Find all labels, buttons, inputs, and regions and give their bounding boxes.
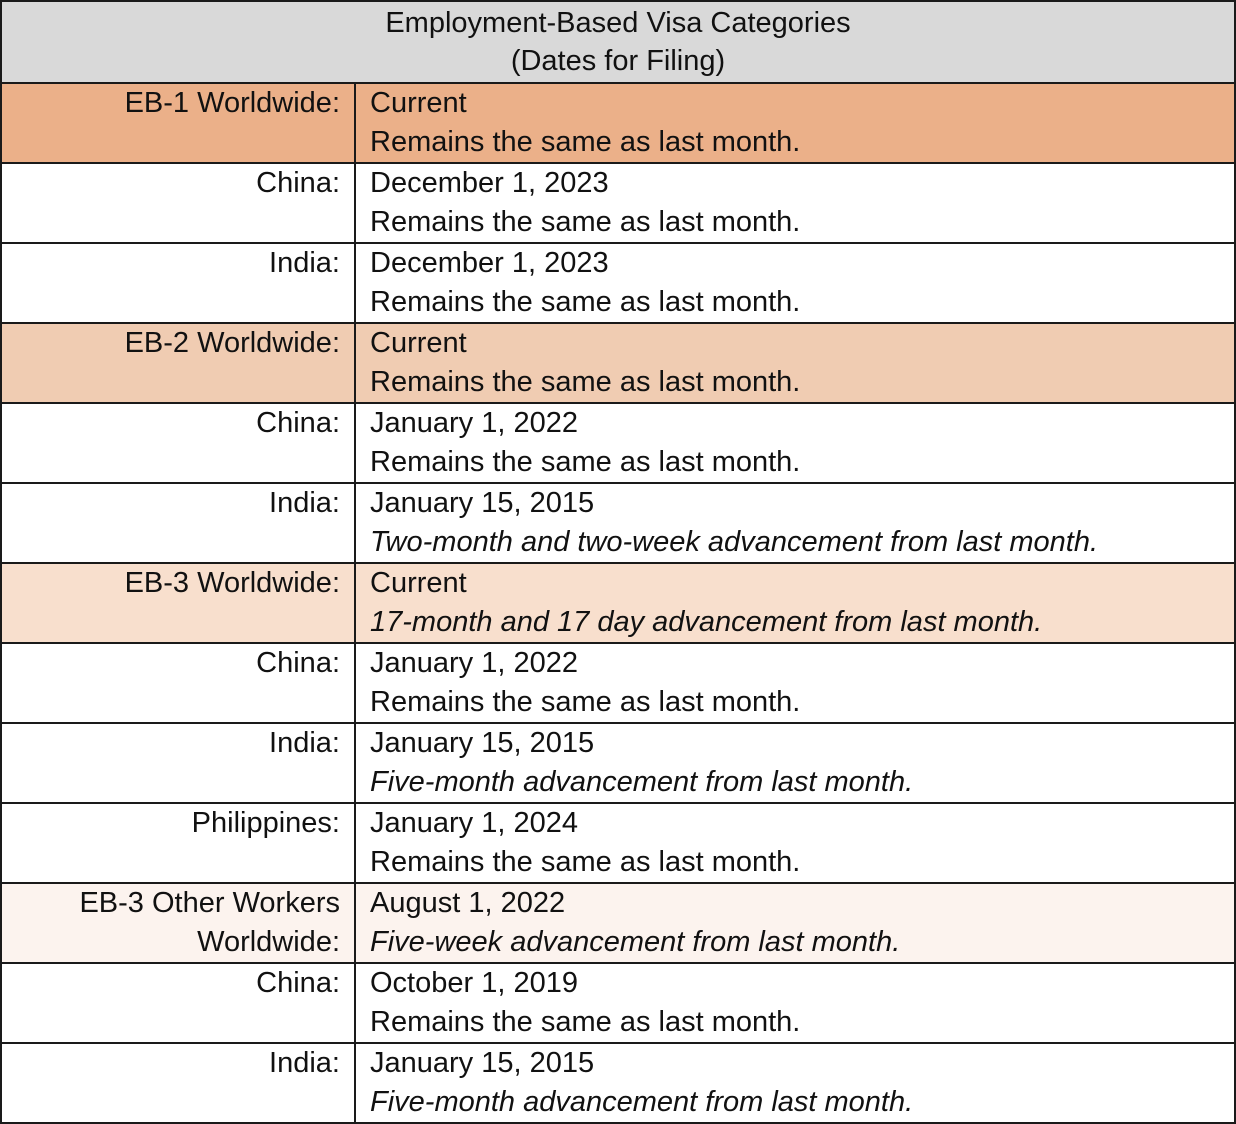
table-row (1, 883, 1235, 963)
change-note: Remains the same as last month. (370, 846, 801, 878)
filing-date: August 1, 2022 (370, 887, 566, 919)
filing-date: January 1, 2024 (370, 807, 578, 839)
category-label: China: (1, 163, 355, 243)
category-value (355, 83, 1235, 163)
filing-date: Current (370, 87, 467, 119)
category-value (355, 883, 1235, 963)
table-row (1, 563, 1235, 643)
table-header (1, 1, 1235, 83)
table-row (1, 323, 1235, 403)
category-label: China: (1, 963, 355, 1043)
category-label: EB-3 Worldwide: (1, 563, 355, 643)
filing-date: January 1, 2022 (370, 647, 578, 679)
category-label: EB-3 Other Workers Worldwide: (1, 883, 355, 963)
category-value (355, 483, 1235, 563)
category-value (355, 723, 1235, 803)
filing-date: January 1, 2022 (370, 407, 578, 439)
category-label: EB-1 Worldwide: (1, 83, 355, 163)
table-row (1, 163, 1235, 243)
category-value (355, 643, 1235, 723)
table-row (1, 243, 1235, 323)
table-subtitle: (Dates for Filing) (510, 45, 726, 77)
category-value (355, 803, 1235, 883)
filing-date: December 1, 2023 (370, 167, 609, 199)
change-note: 17-month and 17 day advancement from last month. (370, 606, 1043, 638)
category-label: China: (1, 403, 355, 483)
change-note: Five-month advancement from last month. (370, 1086, 914, 1118)
category-label: India: (1, 723, 355, 803)
category-label: India: (1, 483, 355, 563)
change-note: Remains the same as last month. (370, 126, 801, 158)
table-row (1, 403, 1235, 483)
change-note: Remains the same as last month. (370, 446, 801, 478)
category-value (355, 163, 1235, 243)
category-label: EB-2 Worldwide: (1, 323, 355, 403)
table-row (1, 963, 1235, 1043)
table-row (1, 83, 1235, 163)
table-title: Employment-Based Visa Categories (385, 7, 851, 39)
table-row (1, 1043, 1235, 1123)
filing-date: December 1, 2023 (370, 247, 609, 279)
change-note: Remains the same as last month. (370, 366, 801, 398)
change-note: Remains the same as last month. (370, 686, 801, 718)
filing-date: January 15, 2015 (370, 727, 595, 759)
category-value (355, 1043, 1235, 1123)
change-note: Remains the same as last month. (370, 206, 801, 238)
table-row (1, 803, 1235, 883)
category-label: India: (1, 1043, 355, 1123)
category-value (355, 323, 1235, 403)
table-row (1, 483, 1235, 563)
change-note: Two-month and two-week advancement from last month. (370, 526, 1099, 558)
filing-date: Current (370, 327, 467, 359)
category-label: China: (1, 643, 355, 723)
category-label: India: (1, 243, 355, 323)
category-label: Philippines: (1, 803, 355, 883)
category-value (355, 963, 1235, 1043)
filing-date: October 1, 2019 (370, 967, 578, 999)
filing-date: January 15, 2015 (370, 487, 595, 519)
filing-date: Current (370, 567, 467, 599)
change-note: Remains the same as last month. (370, 286, 801, 318)
table-row (1, 643, 1235, 723)
filing-date: January 15, 2015 (370, 1047, 595, 1079)
category-value (355, 403, 1235, 483)
table-header-row (1, 1, 1235, 83)
change-note: Five-month advancement from last month. (370, 766, 914, 798)
table-row (1, 723, 1235, 803)
category-value (355, 563, 1235, 643)
category-value (355, 243, 1235, 323)
change-note: Remains the same as last month. (370, 1006, 801, 1038)
change-note: Five-week advancement from last month. (370, 926, 901, 958)
